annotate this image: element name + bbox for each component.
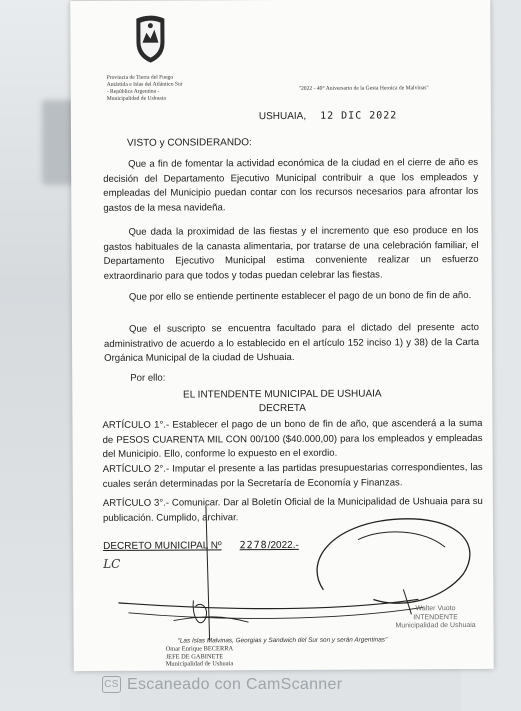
- article-3-text: Comunicar. Dar al Boletín Oficial de la Municipalidad de Ushuaia para su publicación. Cumplido, archivar.: [102, 495, 483, 524]
- paragraph-2: Que dada la proximidad de las fiestas y el incremento que eso produce en los gastos habituales de la canasta alimentaria, por tratarse de una celebración familiar, el Departamento Ejecutivo Municipal estima conveniente realizar un esfuerzo extraordinario para que todos y todas puedan celebrar las fiestas.: [103, 224, 479, 282]
- decree-year: /2022.-: [267, 539, 299, 552]
- visto-heading: VISTO y CONSIDERANDO:: [126, 137, 252, 149]
- malvinas-footer: "Las Islas Malvinas, Georgias y Sandwich del Sur son y serán Argentinas": [177, 636, 388, 645]
- province-line: Municipalidad de Ushuaia: [106, 95, 166, 102]
- article-2-label: ARTÍCULO 2°.-: [102, 463, 170, 475]
- province-line: Antártida e Islas del Atlántico Sur: [106, 81, 183, 88]
- jefe-title: JEFE DE GABINETE: [165, 652, 224, 661]
- jefe-gabinete-block: [166, 645, 234, 668]
- article-2-text: Imputar el presente a las partidas presupuestarias correspondientes, las cuales serán determinadas por la Secretaría de Economía y Finanzas.: [102, 461, 483, 490]
- watermark-text: Escaneado con CamScanner: [127, 676, 343, 693]
- document-page: [70, 0, 494, 671]
- paragraph-1: Que a fin de fomentar la actividad económica de la ciudad en el cierre de año es decisión del Departamento Ejecutivo Municipal contribuir a que los empleados y empleadas del Municipio puedan contar con los recursos necesarios para afrontar los gastos de la mesa navideña.: [103, 156, 479, 214]
- paragraph-3: Que por ello se entiende pertinente establecer el pago de un bono de fin de año.: [128, 290, 472, 303]
- decreta-heading: DECRETA: [258, 402, 306, 415]
- signatory-block: [395, 605, 475, 631]
- anniversary-motto: "2022 - 40° Aniversario de la Gesta Heroica de Malvinas": [298, 85, 429, 92]
- article-1-text: Establecer el pago de un bono de fin de año, que ascenderá a la suma de PESOS CUARENTA MIL CON 00/100 ($40.000,00) para los empleados y empleadas del Municipio. Ello, conforme lo expuesto en el exordio.: [102, 417, 483, 461]
- province-line: Provincia de Tierra del Fuego: [106, 74, 174, 81]
- intendente-heading: EL INTENDENTE MUNICIPAL DE USHUAIA: [183, 388, 382, 401]
- paragraph-4: Que el suscripto se encuentra facultado para el dictado del presente acto administrativo de acuerdo a lo establecido en el artículo 152 inciso 1) y 38) de la Carta Orgánica Municipal de la ciudad de Ushuaia.: [104, 321, 480, 365]
- date-stamp: 12 DIC 2022: [320, 110, 398, 122]
- article-1-label: ARTÍCULO 1°.-: [102, 419, 170, 431]
- signatory-title: INTENDENTE: [413, 613, 458, 621]
- por-ello: Por ello:: [130, 372, 166, 384]
- clerk-initials: LC: [103, 556, 121, 571]
- jefe-name: Omar Enrique BECERRA: [165, 645, 234, 653]
- camscanner-watermark: [102, 676, 342, 694]
- signatory-name: Walter Vuoto: [415, 605, 456, 613]
- camscanner-icon: CS: [102, 676, 121, 693]
- province-line: - República Argentina -: [106, 88, 160, 95]
- signatory-org: Municipalidad de Ushuaia: [395, 621, 476, 630]
- article-3-label: ARTÍCULO 3°.-: [102, 497, 170, 509]
- decree-number: 2278: [239, 540, 268, 552]
- place: USHUAIA,: [258, 110, 307, 123]
- decree-label: DECRETO MUNICIPAL Nº: [103, 540, 222, 552]
- jefe-org: Municipalidad de Ushuaia: [165, 660, 234, 668]
- handwritten-signatures: [70, 0, 494, 671]
